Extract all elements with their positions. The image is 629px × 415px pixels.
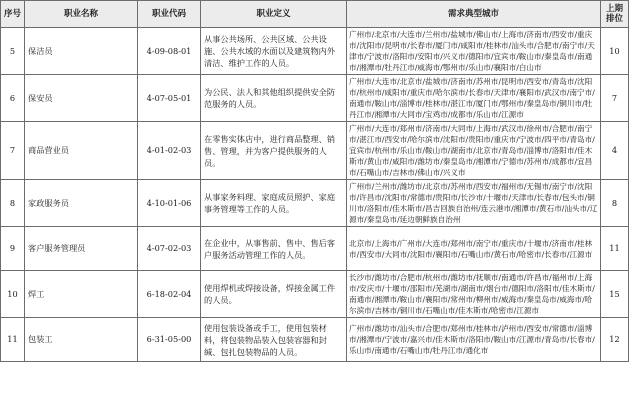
cell-last-rank: 7 [601, 75, 629, 122]
cell-definition: 在零售实体店中，进行商品整理、销售、管理，并为客户提供服务的人员。 [201, 122, 347, 180]
cell-last-rank: 11 [601, 227, 629, 271]
cell-seq: 10 [1, 271, 25, 318]
cell-seq: 11 [1, 318, 25, 362]
cell-name: 包装工 [25, 318, 138, 362]
cell-definition: 在企业中，从事售前、售中、售后客户服务活动管理工作的人员。 [201, 227, 347, 271]
cell-cities: 广州市/大连市/郑州市/济南市/大同市/上海市/武汉市/徐州市/合肥市/南宁市/湛江市/西安市/哈尔滨市/沈阳市/贵阳市/重庆市/宁波市/四平市/青岛市/宜宾市/杭州市/乐山市/鞍山市/湖南市/北京市/青岛市/淄博市/洛阳市/佳木斯市/黄山市/咸阳市/潍坊市/秦皇岛市/湘潭市/宁德市/苏州市/成都市/宜昌市/石嘴山市/吉林市/佛山市/兴义市 [347, 122, 601, 180]
cell-code: 4-07-05-01 [138, 75, 201, 122]
cell-cities: 北京市/上海市/广州市/大连市/郑州市/南宁市/重庆市/十堰市/济南市/桂林市/西安市/大同市/沈阳市/襄阳市/石嘴山市/黄石市/哈密市/长春市/江源市 [347, 227, 601, 271]
cell-last-rank: 15 [601, 271, 629, 318]
table-header [1, 1, 629, 28]
cell-last-rank: 8 [601, 180, 629, 227]
table-row [1, 75, 629, 122]
cell-name: 保洁员 [25, 28, 138, 75]
cell-name: 商品营业员 [25, 122, 138, 180]
table-row [1, 28, 629, 75]
cell-cities: 广州市/潍坊市/汕头市/合肥市/郑州市/桂林市/泸州市/西安市/常德市/淄博市/湘潭市/宁波市/嘉兴市/佳木斯市/洛阳市/鞍山市/江源市/青岛市/长春市/乐山市/南通市/石嘴山市/牡丹江市/通化市 [347, 318, 601, 362]
table-row [1, 271, 629, 318]
cell-code: 6-31-05-00 [138, 318, 201, 362]
header-last-rank: 上期排位 [601, 1, 629, 28]
cell-definition: 使用焊机或焊接设备，焊接金属工件的人员。 [201, 271, 347, 318]
cell-definition: 从事家务料理、家庭成员照护、家庭事务管理等工作的人员。 [201, 180, 347, 227]
cell-code: 4-09-08-01 [138, 28, 201, 75]
table-row [1, 227, 629, 271]
cell-name: 家政服务员 [25, 180, 138, 227]
cell-definition: 为公民、法人和其他组织提供安全防范服务的人员。 [201, 75, 347, 122]
cell-seq: 9 [1, 227, 25, 271]
cell-seq: 6 [1, 75, 25, 122]
table-row [1, 180, 629, 227]
cell-name: 保安员 [25, 75, 138, 122]
header-seq: 序号 [1, 1, 25, 28]
cell-seq: 7 [1, 122, 25, 180]
cell-definition: 从事公共场所、公共区域、公共设施、公共水域的水面以及建筑物内外清洁、维护工作的人员。 [201, 28, 347, 75]
cell-code: 4-10-01-06 [138, 180, 201, 227]
table-row [1, 122, 629, 180]
cell-code: 6-18-02-04 [138, 271, 201, 318]
cell-cities: 广州市/大连市/北京市/盐城市/济南市/苏州市/昆明市/西安市/青岛市/沈阳市/杭州市/咸阳市/重庆市/哈尔滨市/长春市/天津市/襄阳市/武汉市/南宁市/南通市/鞍山市/淄博市/桂林市/湛江市/厦门市/鄂州市/秦皇岛市/铜川市/牡丹江市/湘潭市/大同市/宝鸡市/成都市/乐山市/江源市 [347, 75, 601, 122]
cell-name: 焊工 [25, 271, 138, 318]
cell-seq: 8 [1, 180, 25, 227]
cell-cities: 广州市/北京市/大连市/兰州市/盐城市/佛山市/上海市/济南市/西安市/重庆市/沈阳市/昆明市/长春市/厦门市/咸阳市/桂林市/汕头市/合肥市/南宁市/天津市/宁波市/洛阳市/安阳市/兴义市/德阳市/宜宾市/鞍山市/秦皇岛市/南通市/湘潭市/牡丹江市/威海市/鄂州市/乐山市/襄阳市/白山市 [347, 28, 601, 75]
cell-cities: 广州市/兰州市/潍坊市/北京市/苏州市/西安市/福州市/无锡市/南宁市/沈阳市/许昌市/沈阳市/常德市/贵阳市/长沙市/十堰市/天津市/长春市/包头市/铜川市/洛阳市/佳木斯市/昌吉回族自治州/连云港市/湘潭市/黄石市/汕头市/辽源市/秦皇岛市/延边朝鲜族自治州 [347, 180, 601, 227]
table-row [1, 318, 629, 362]
cell-definition: 使用包装设备或手工，使用包装材料，将包装物品装入包装容器和封缄、包扎包装物品的人员。 [201, 318, 347, 362]
cell-code: 4-01-02-03 [138, 122, 201, 180]
cell-name: 客户服务管理员 [25, 227, 138, 271]
cell-last-rank: 4 [601, 122, 629, 180]
cell-code: 4-07-02-03 [138, 227, 201, 271]
header-name: 职业名称 [25, 1, 138, 28]
header-code: 职业代码 [138, 1, 201, 28]
cell-last-rank: 12 [601, 318, 629, 362]
header-cities: 需求典型城市 [347, 1, 601, 28]
cell-cities: 长沙市/潍坊市/合肥市/杭州市/潍坊市/抚顺市/南通市/许昌市/福州市/上海市/安庆市/十堰市/邵阳市/芜湖市/湖南市/烟台市/德阳市/洛阳市/佳木斯市/南通市/湘潭市/鞍山市/襄阳市/常州市/柳州市/威海市/秦皇岛市/威海市/哈尔滨市/吉林市/铜川市/石嘴山市/佳木斯市/哈密市/江源市 [347, 271, 601, 318]
header-definition: 职业定义 [201, 1, 347, 28]
cell-seq: 5 [1, 28, 25, 75]
cell-last-rank: 10 [601, 28, 629, 75]
